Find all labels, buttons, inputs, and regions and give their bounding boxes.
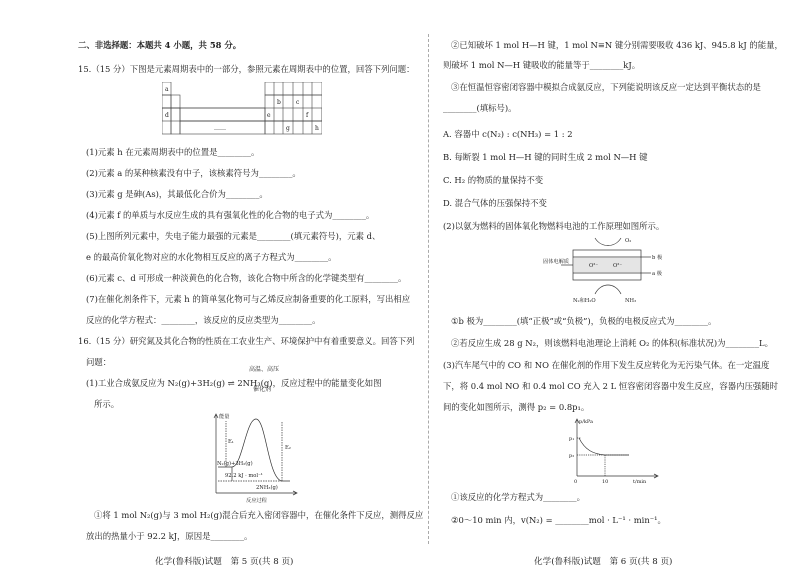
fuel-cell-diagram: [543, 234, 673, 306]
q16-p2-q1: ①b 极为________(填“正极”或“负极”)，负极的电极反应式为________。: [451, 316, 717, 326]
periodic-table-fragment: [162, 82, 322, 136]
cell-d: d: [165, 112, 169, 119]
q16-p3-line2: 下，将 0.4 mol NO 和 0.4 mol CO 充入 2 L 恒容密闭容器中发生反应，容器内压强随时: [443, 381, 778, 391]
cell-b: b: [277, 99, 281, 106]
pressure-origin: 0: [574, 479, 578, 485]
energy-reactant: N₂(g)+3H₂(g): [217, 461, 253, 467]
condition-bottom: 催化剂: [253, 386, 272, 393]
cell-electrode-a: a 极: [652, 271, 662, 277]
pressure-chart: [567, 416, 661, 488]
q15-item-7b: 反应的化学方程式：________，该反应的反应类型为________。: [86, 315, 321, 325]
q16-p1-q3-line2: ________(填标号)。: [443, 103, 517, 113]
cell-ion-2: O²⁻: [613, 263, 623, 269]
cell-h: h: [315, 125, 319, 132]
cell-electrode-b: b 极: [652, 255, 663, 261]
q15-item-6: (6)元素 c、d 可形成一种淡黄色的化合物，该化合物中所含的化学键类型有________。: [86, 273, 407, 283]
q16-p1-q2-line2: 则破坏 1 mol N—H 键吸收的能量等于________kJ。: [443, 60, 641, 70]
q16-p2-line: (2)以氨为燃料的固体氧化物燃料电池的工作原理如图所示。: [443, 221, 665, 231]
q15-stem: 15.（15 分）下图是元素周期表中的一部分，参照元素在周期表中的位置，回答下列问题：: [78, 64, 415, 74]
q16-p3-line1: (3)汽车尾气中的 CO 和 NO 在催化剂的作用下发生反应转化为无污染气体。在一定温度: [443, 360, 770, 370]
q16-p1-line1: (1)工业合成氨反应为 N₂(g)+3H₂(g) ⇌ 2NH₃(g)，反应过程中的能量变化如图: [86, 378, 382, 388]
option-d: D. 混合气体的压强保持不变: [443, 198, 547, 208]
cell-a: a: [165, 86, 169, 93]
cell-o2: O₂: [625, 238, 632, 244]
energy-e1: E₁: [228, 439, 234, 445]
footer-left: 化学(鲁科版)试题 第 5 页(共 8 页): [155, 557, 294, 567]
pressure-p2: p₂: [569, 453, 575, 459]
energy-xlabel: 反应过程: [246, 498, 267, 504]
q16-p3-line3: 间的变化如图所示，测得 p₂ = 0.8p₁。: [443, 402, 590, 412]
pressure-p1: p₁: [569, 436, 575, 442]
energy-e2: E₂: [285, 445, 291, 451]
q16-p3-q1: ①该反应的化学方程式为________。: [451, 492, 585, 502]
cell-electrolyte: 固体电解质: [543, 259, 569, 265]
pressure-ylabel: p/kPa: [579, 419, 594, 425]
q16-p1-q1-line1: ①将 1 mol N₂(g)与 3 mol H₂(g)混合后充入密闭容器中，在催化条件下反应，测得反应: [94, 510, 424, 520]
option-c: C. H₂ 的物质的量保持不变: [443, 175, 544, 185]
energy-diagram: [208, 409, 300, 505]
pressure-xlabel: t/min: [633, 479, 647, 485]
q15-item-4: (4)元素 f 的单质与水反应生成的具有强氧化性的化合物的电子式为________。: [86, 210, 375, 220]
cell-e: e: [267, 112, 271, 119]
q15-item-1: (1)元素 h 在元素周期表中的位置是________。: [86, 147, 260, 157]
option-b: B. 每断裂 1 mol H—H 键的同时生成 2 mol N—H 键: [443, 152, 648, 162]
q16-p1-q2-line1: ②已知破坏 1 mol H—H 键，1 mol N≡N 键分别需要吸收 436 kJ、945.8 kJ 的能量，: [451, 40, 783, 50]
energy-product: 2NH₃(g): [256, 485, 278, 491]
cell-ellipsis: ……: [214, 125, 226, 132]
footer-right: 化学(鲁科版)试题 第 6 页(共 8 页): [534, 557, 673, 567]
cell-c: c: [296, 99, 300, 106]
cell-ion-1: O²⁻: [589, 263, 599, 269]
cell-g: g: [286, 125, 290, 132]
column-divider: [428, 34, 429, 544]
condition-top: 高温、高压: [249, 366, 280, 373]
section-title: 二、非选择题：本题共 4 小题，共 58 分。: [78, 40, 242, 50]
q15-item-7a: (7)在催化剂条件下，元素 h 的简单氢化物可与乙烯反应制备重要的化工原料，写出相应: [86, 294, 411, 304]
q16-p1-q1-line2: 放出的热量小于 92.2 kJ，原因是________。: [86, 531, 253, 541]
pressure-tick: 10: [602, 479, 609, 485]
q15-item-5b: e 的最高价氧化物对应的水化物相互反应的离子方程式为________。: [86, 252, 337, 262]
q15-item-5a: (5)上图所列元素中，失电子能力最强的元素是________(填元素符号)，元素 d、: [86, 231, 381, 241]
option-a: A. 容器中 c(N₂) : c(NH₃) = 1 : 2: [443, 129, 573, 139]
q16-p3-q2: ②0～10 min 内，v(N₂) = ________mol · L⁻¹ · min⁻¹。: [451, 515, 666, 525]
q16-p2-q2: ②若反应生成 28 g N₂，则该燃料电池理论上消耗 O₂ 的体积(标准状况)为________L。: [451, 338, 773, 348]
cell-left-bottom: N₂和H₂O: [573, 298, 596, 304]
q15-item-3: (3)元素 g 是砷(As)，其最低化合价为________。: [86, 189, 268, 199]
q16-stem-2: 问题：: [86, 357, 112, 367]
q16-p1-line2: 所示。: [94, 399, 120, 409]
energy-ylabel: 能量: [219, 414, 230, 420]
q16-p1-q3-line1: ③在恒温恒容密闭容器中模拟合成氨反应，下列能说明该反应一定达到平衡状态的是: [451, 82, 761, 92]
cell-f: f: [306, 112, 309, 119]
q16-stem-1: 16.（15 分）研究氮及其化合物的性质在工农业生产、环境保护中有着重要意义。回答下列: [78, 336, 415, 346]
energy-delta: 92.2 kJ · mol⁻¹: [225, 473, 263, 479]
q15-item-2: (2)元素 a 的某种核素没有中子，该核素符号为________。: [86, 168, 301, 178]
cell-right-bottom: NH₃: [625, 298, 637, 304]
